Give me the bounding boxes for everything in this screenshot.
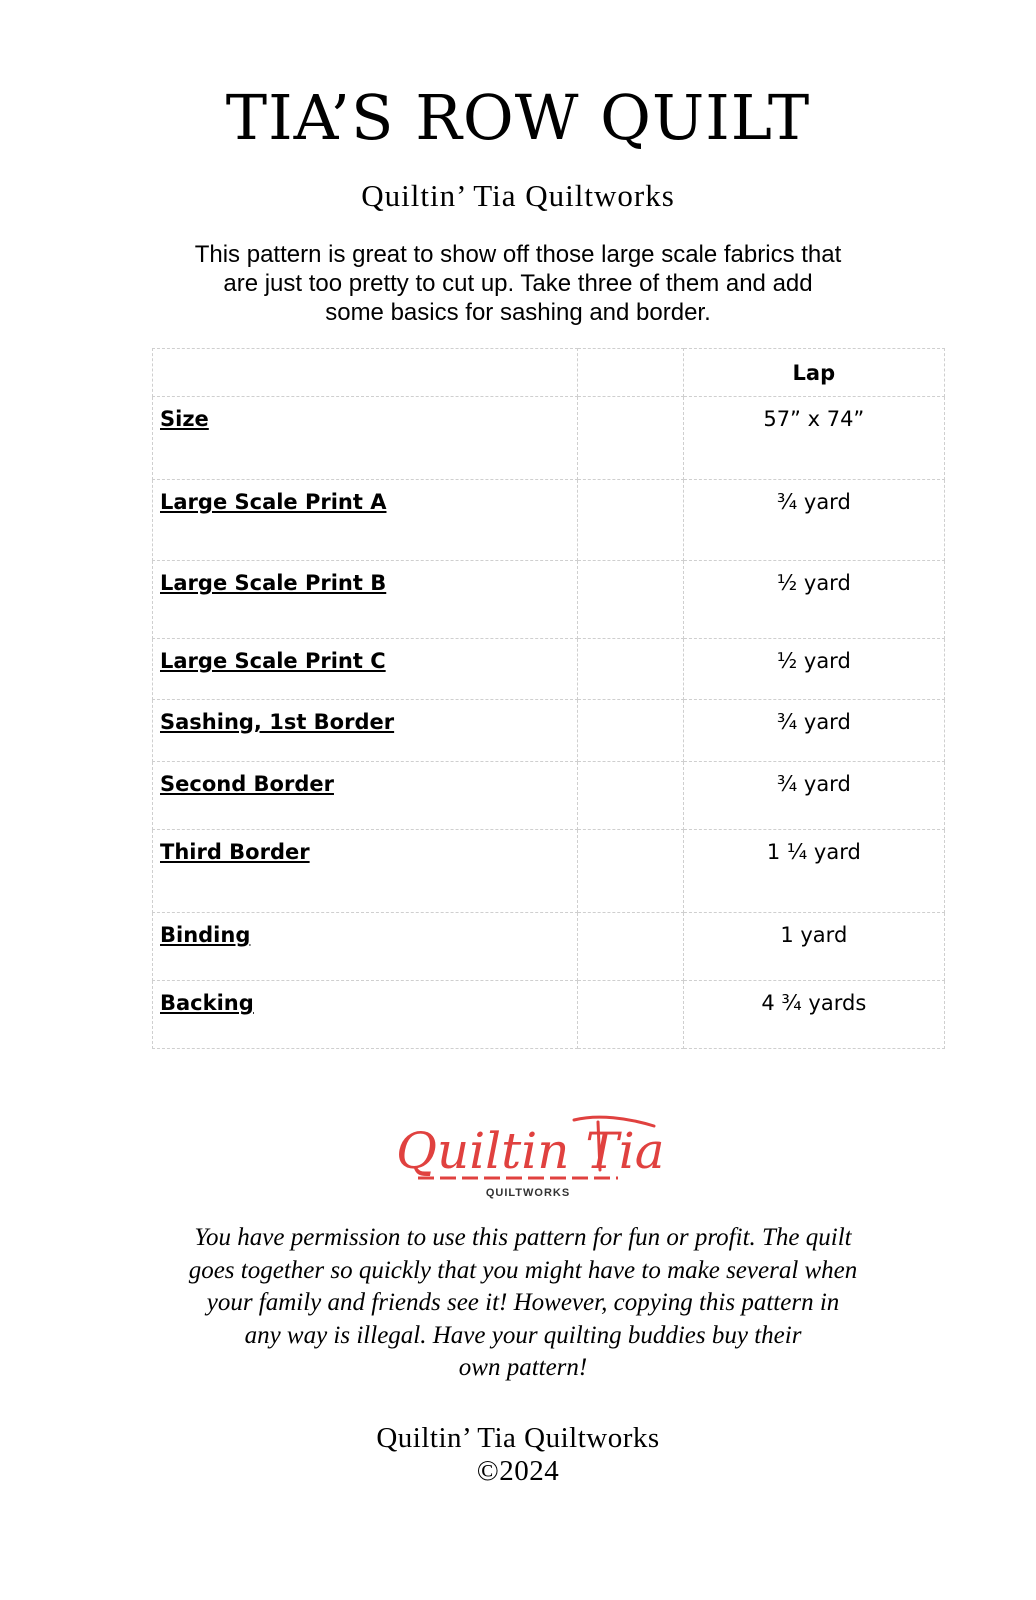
row-value: 1 yard [780,923,848,947]
table-row [153,561,945,639]
table-row [153,397,945,480]
table-row [153,913,945,981]
row-value: 57” x 74” [763,407,865,431]
row-value: 4 ¾ yards [761,991,867,1015]
row-label: Large Scale Print B [160,571,387,595]
logo-tagline: QUILTWORKS [485,1187,571,1199]
logo-script-text: Quiltin Tia [396,1122,665,1180]
table-row [153,830,945,913]
row-label: Backing [160,991,254,1015]
notice-line: your family and friends see it! However, copying this pattern in [206,1289,840,1316]
row-value: ¾ yard [776,710,851,734]
footer [0,1422,1036,1488]
notice-line: goes together so quickly that you might have to make several when [188,1256,858,1284]
intro-paragraph [168,240,868,327]
table-row [153,700,945,762]
row-label: Large Scale Print A [160,490,387,514]
row-label: Third Border [160,840,310,864]
row-label: Binding [160,923,251,947]
row-label: Large Scale Print C [160,649,386,673]
footer-copyright: ©2024 [476,1455,560,1487]
intro-line: This pattern is great to show off those large scale fabrics that [194,241,842,268]
row-label: Second Border [160,772,334,796]
header-cell-empty [577,349,683,397]
row-value: ½ yard [776,571,851,595]
table-row [153,981,945,1049]
row-value: ½ yard [776,649,851,673]
table-row [153,762,945,830]
notice-line: any way is illegal. Have your quilting buddies buy their [244,1321,802,1349]
page-title: TIA’S ROW QUILT [225,81,811,154]
permission-notice [170,1222,876,1385]
table-header-row [153,349,945,397]
row-value: 1 ¼ yard [766,840,861,864]
header-cell-lap: Lap [683,349,944,397]
notice-line: You have permission to use this pattern for fun or profit. The quilt [194,1224,852,1251]
intro-line: some basics for sashing and border. [325,299,711,326]
quiltin-tia-logo [388,1108,668,1200]
row-label: Sashing, 1st Border [160,710,395,734]
page-subtitle: Quiltin’ Tia Quiltworks [361,178,675,213]
fabric-requirements-table [152,348,945,1049]
table-row [153,480,945,561]
intro-line: are just too pretty to cut up. Take three of them and add [223,270,813,297]
table-row [153,639,945,700]
row-label: Size [160,407,209,431]
row-value: ¾ yard [776,490,851,514]
notice-line: own pattern! [458,1354,588,1381]
header-cell-empty [153,349,578,397]
row-value: ¾ yard [776,772,851,796]
footer-company: Quiltin’ Tia Quiltworks [376,1422,660,1454]
